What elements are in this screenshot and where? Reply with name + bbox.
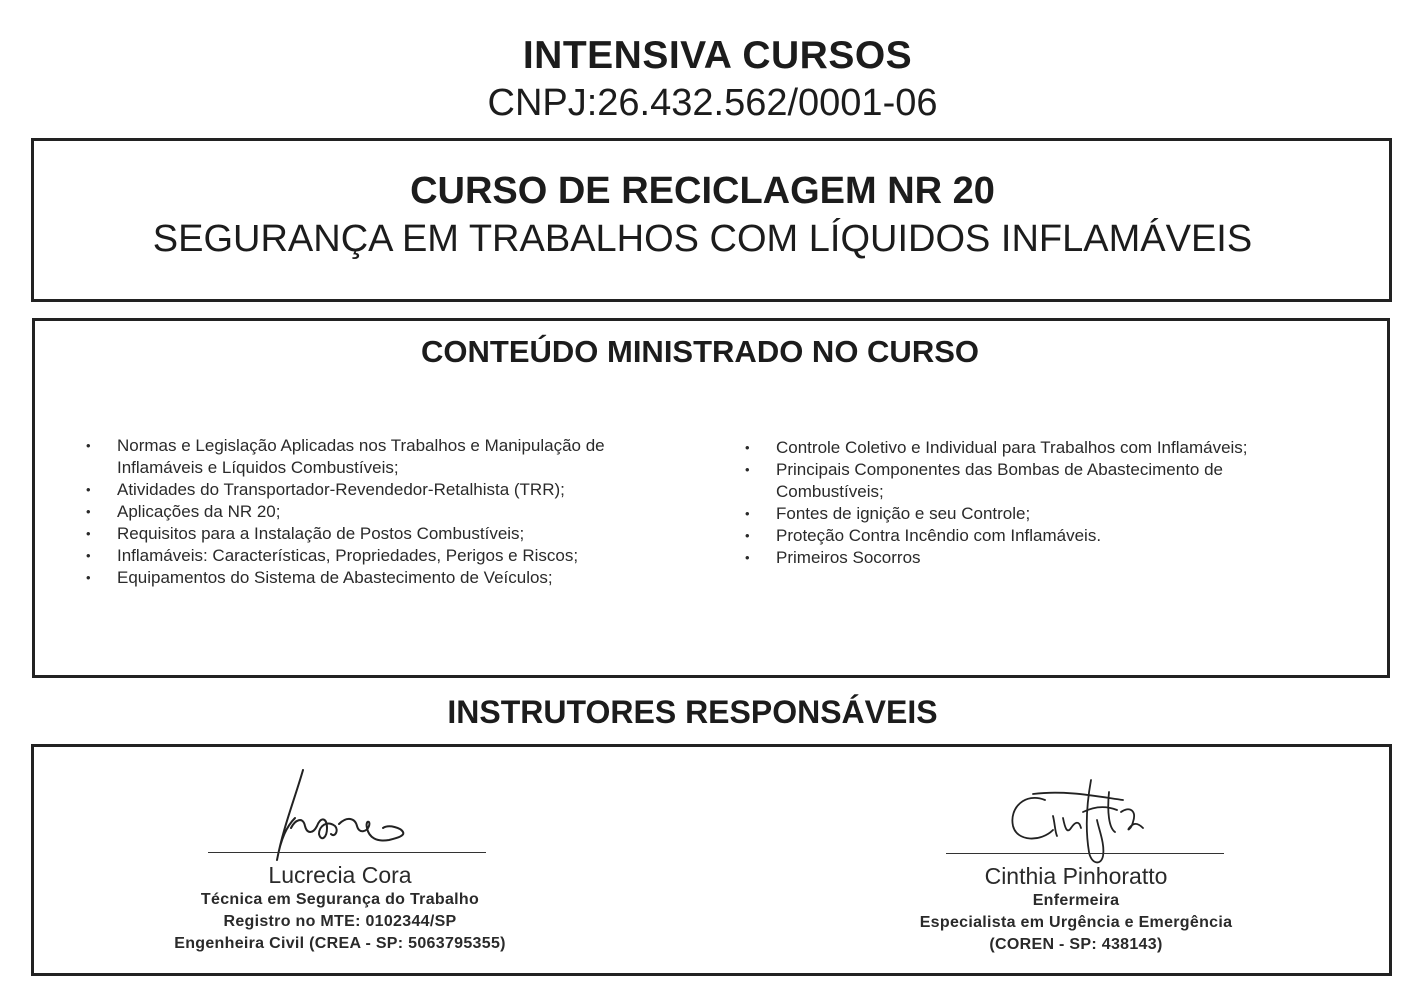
list-item: • Atividades do Transportador-Revendedor-Retalhista (TRR); bbox=[86, 479, 666, 501]
list-item: • Primeiros Socorros bbox=[745, 547, 1305, 569]
course-title: CURSO DE RECICLAGEM NR 20 bbox=[410, 170, 995, 212]
list-item: • Fontes de ignição e seu Controle; bbox=[745, 503, 1305, 525]
company-name: INTENSIVA CURSOS bbox=[522, 34, 913, 77]
list-item: • Inflamáveis: Características, Propriedades, Perigos e Riscos; bbox=[86, 545, 666, 567]
content-heading: CONTEÚDO MINISTRADO NO CURSO bbox=[421, 334, 979, 369]
instructor-registration-right: Especialista em Urgência e Emergência bbox=[919, 914, 1233, 931]
topics-list-left bbox=[86, 435, 666, 589]
instructor-name-right: Cinthia Pinhoratto bbox=[984, 863, 1168, 889]
list-item: • Principais Componentes das Bombas de Abastecimento de Combustíveis; bbox=[745, 459, 1305, 503]
list-item: • Aplicações da NR 20; bbox=[86, 501, 666, 523]
list-item: • Equipamentos do Sistema de Abastecimento de Veículos; bbox=[86, 567, 666, 589]
instructor-registration-left: Registro no MTE: 0102344/SP bbox=[223, 913, 457, 930]
signature-line-left bbox=[208, 852, 486, 853]
list-item: • Controle Coletivo e Individual para Trabalhos com Inflamáveis; bbox=[745, 437, 1305, 459]
list-item: • Requisitos para a Instalação de Postos Combustíveis; bbox=[86, 523, 666, 545]
topics-list-right bbox=[745, 437, 1305, 569]
list-item: • Proteção Contra Incêndio com Inflamáveis. bbox=[745, 525, 1305, 547]
instructors-heading: INSTRUTORES RESPONSÁVEIS bbox=[447, 694, 938, 730]
instructor-extra-left: Engenheira Civil (CREA - SP: 5063795355) bbox=[174, 935, 506, 952]
list-item: • Normas e Legislação Aplicadas nos Trabalhos e Manipulação de Inflamáveis e Líquidos Combustíveis; bbox=[86, 435, 666, 479]
signature-lucrecia bbox=[265, 768, 415, 864]
instructor-role-left: Técnica em Segurança do Trabalho bbox=[200, 891, 480, 908]
instructor-role-right: Enfermeira bbox=[1032, 892, 1120, 909]
instructor-extra-right: (COREN - SP: 438143) bbox=[989, 936, 1163, 953]
company-cnpj: CNPJ:26.432.562/0001-06 bbox=[487, 82, 938, 124]
course-subtitle: SEGURANÇA EM TRABALHOS COM LÍQUIDOS INFLAMÁVEIS bbox=[152, 218, 1253, 260]
signature-line-right bbox=[946, 853, 1224, 854]
instructor-name-left: Lucrecia Cora bbox=[268, 862, 412, 888]
